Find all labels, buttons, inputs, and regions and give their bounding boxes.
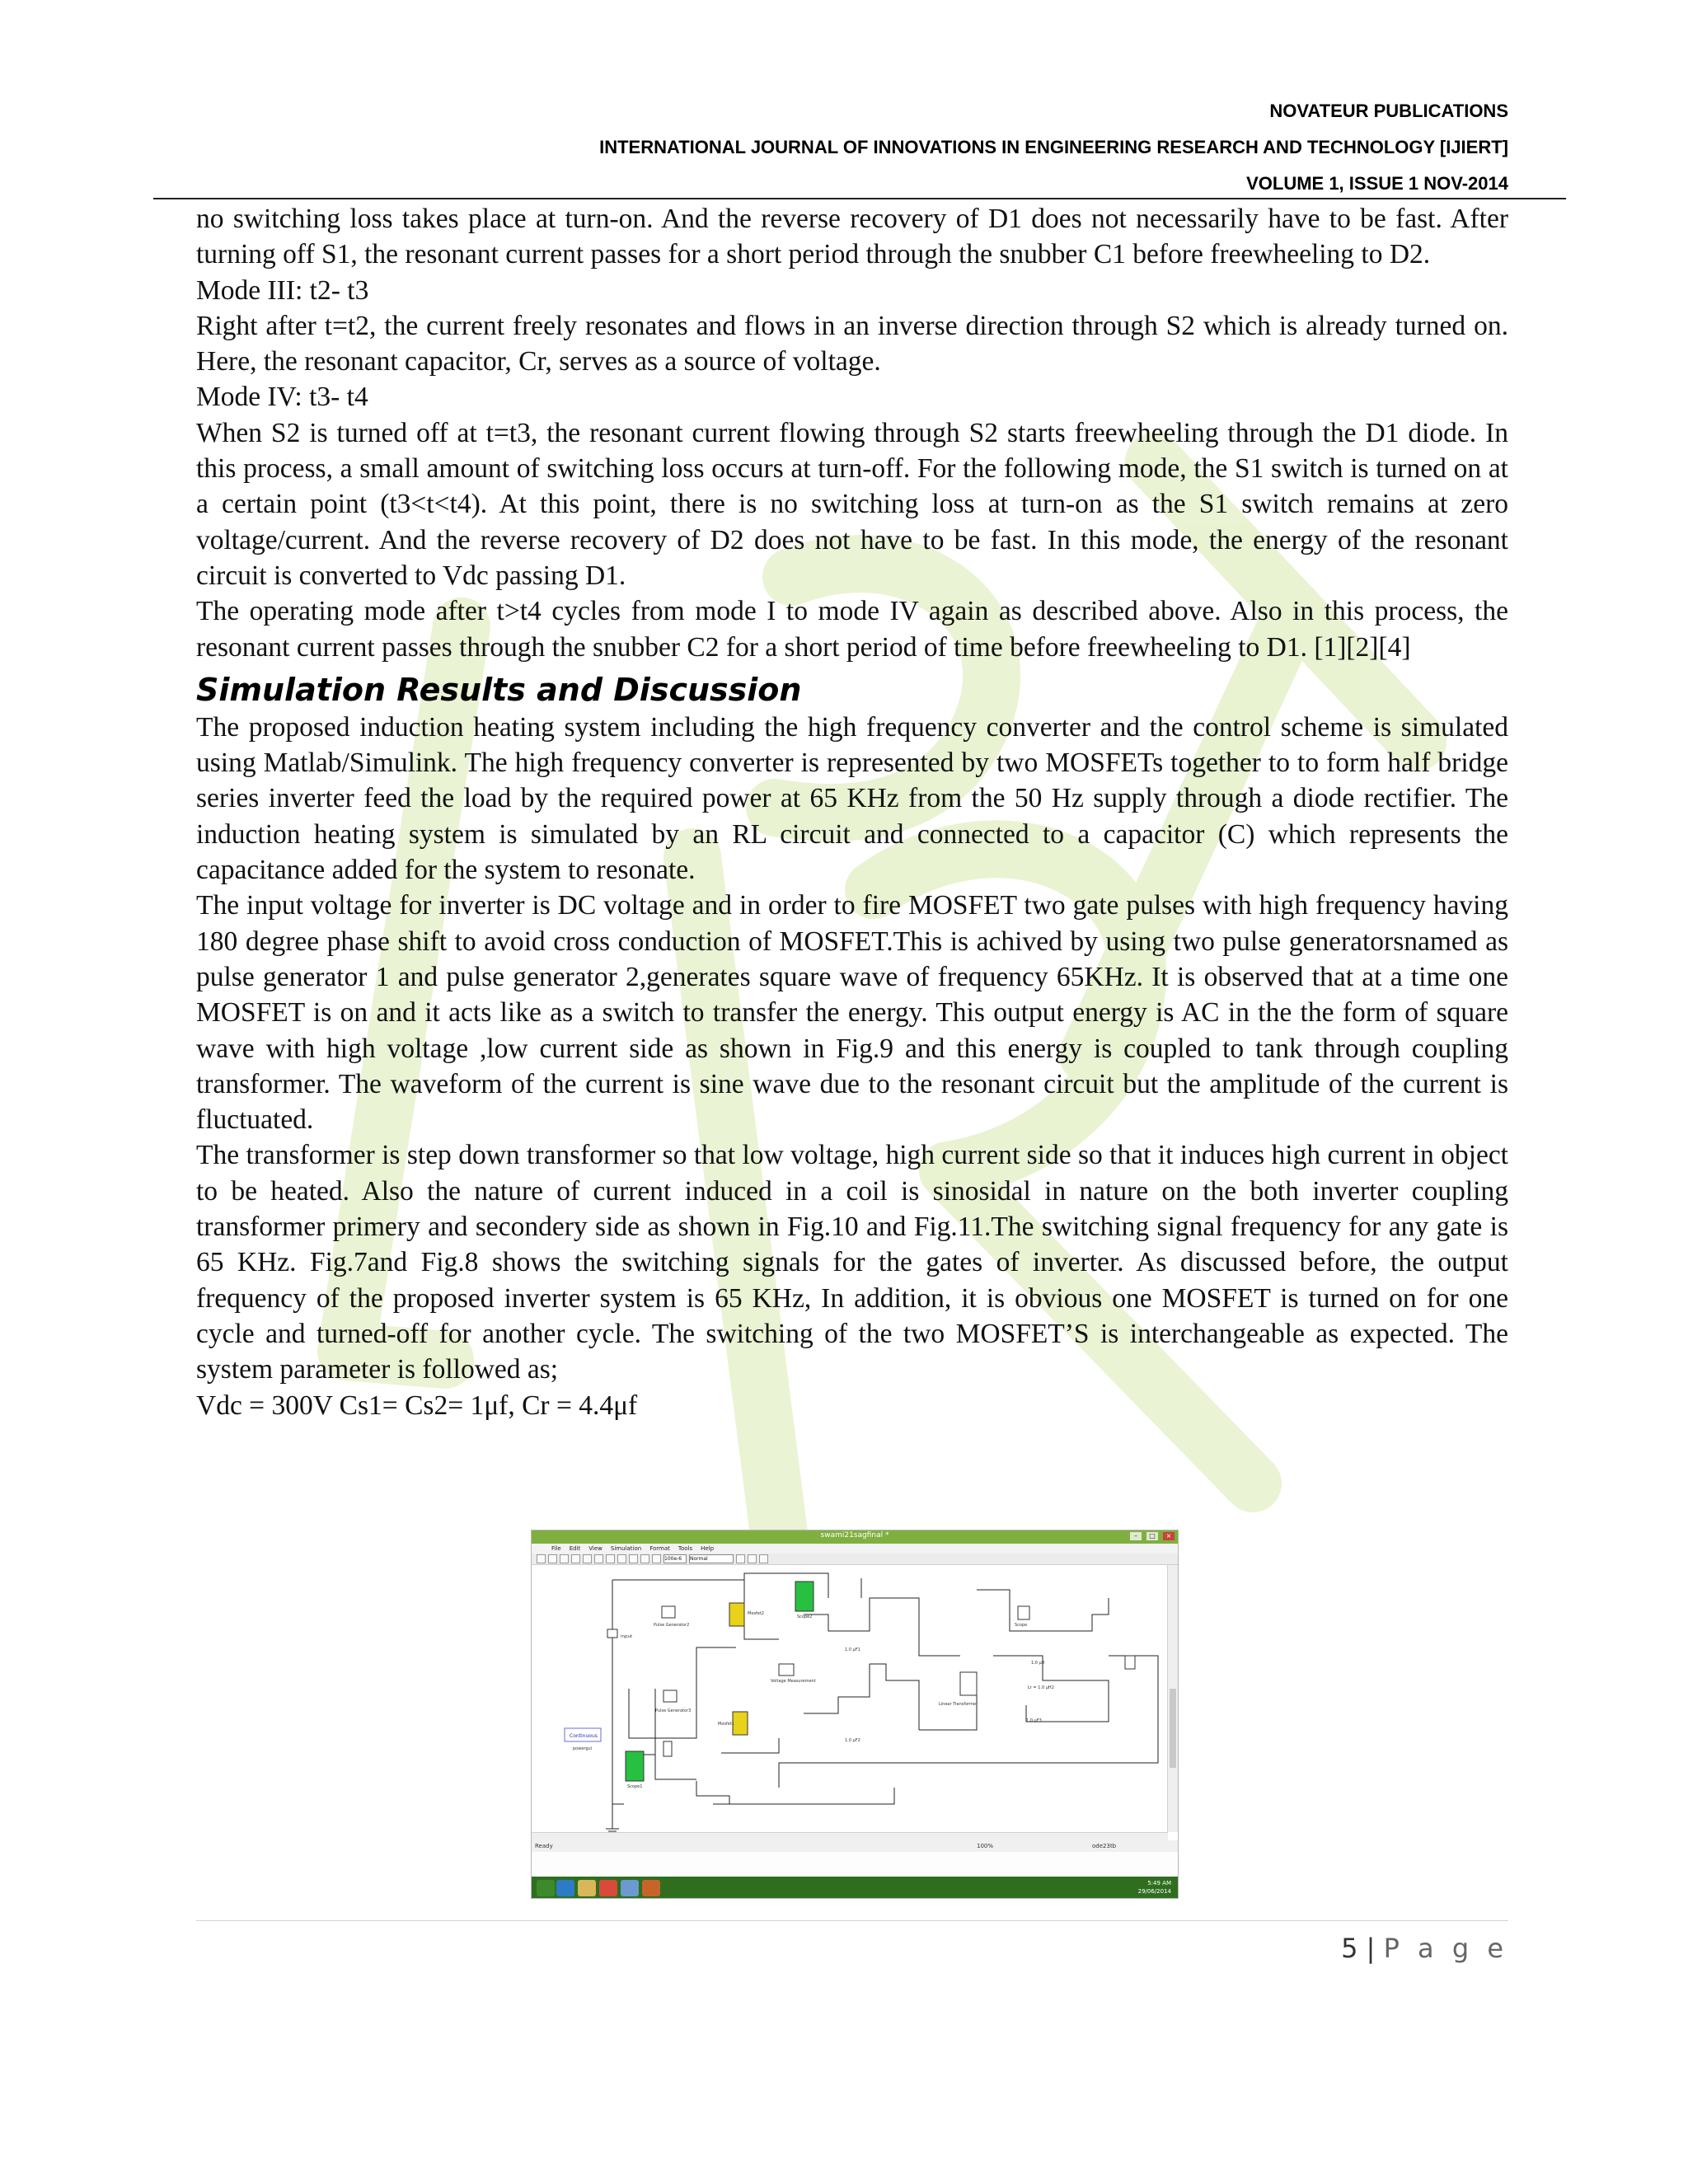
play-icon[interactable] (640, 1554, 649, 1563)
input-label: input (621, 1634, 633, 1639)
powergui-label: powergui (573, 1746, 593, 1751)
page-word: P a g e (1383, 1933, 1508, 1964)
paragraph: The transformer is step down transformer so that low voltage, high current side so that it induces high current in object to be heated. Also the nature of current induced in a coil is sinosidal in nature on the both inverter coupling transformer primery and secondery side as shown in Fig.10 and Fig.11.The switching signal frequency for any gate is 65 KHz. Fig.7and Fig.8 shows the switching signals for the gates of inverter. As discussed before, the output frequency of the proposed inverter system is 65 KHz, In addition, it is obvious one MOSFET is turned on for one cycle and turned-off for another cycle. The switching of the two MOSFET’S is interchangeable as expected. The system parameter is followed as; (196, 1140, 1508, 1385)
explorer-icon[interactable] (578, 1880, 596, 1896)
mode-heading: Mode III: t2- t3 (196, 274, 369, 306)
scope-1-block[interactable] (626, 1751, 644, 1781)
paragraph: Right after t=t2, the current freely resonates and flows in an inverse direction through S2 which is already turned on. Here, the resonant capacitor, Cr, serves as a source of voltage. (196, 310, 1508, 377)
pulse-generator-2-block[interactable] (662, 1606, 675, 1618)
pulse-generator-3-block[interactable] (663, 1690, 677, 1702)
menu-view[interactable]: View (588, 1545, 603, 1552)
menu-format[interactable]: Format (649, 1545, 670, 1552)
footer-rule (196, 1920, 1508, 1921)
mosfet-1-label: Mosfet1 (718, 1722, 734, 1727)
paragraph: The proposed induction heating system including the high frequency converter and the control scheme is simulated using Matlab/Simulink. The high frequency converter is represented by two MOSFETs together to to form half bridge series inverter feed the load by the required power at 65 KHz from the 50 Hz supply through a diode rectifier. The induction heating system is simulated by an RL circuit and connected to a capacitor (C) which represents the capacitance added for the system to resonate. (196, 711, 1508, 886)
current-measurement-block[interactable] (1125, 1656, 1135, 1669)
menu-edit[interactable]: Edit (569, 1545, 581, 1552)
menu-file[interactable]: File (551, 1545, 561, 1552)
redo-icon[interactable] (629, 1554, 638, 1563)
taskbar-clock (1138, 1879, 1171, 1896)
diode-block[interactable] (663, 1741, 672, 1756)
pulse-generator-2-label: Pulse Generator2 (654, 1623, 690, 1628)
scope-2-block[interactable] (795, 1582, 814, 1611)
ie-icon[interactable] (556, 1880, 574, 1896)
page-number: 5 (1341, 1933, 1358, 1964)
publisher-header: NOVATEUR PUBLICATIONS (1269, 101, 1508, 121)
article-body (196, 201, 1508, 1423)
pulse-generator-3-label: Pulse Generator3 (655, 1708, 692, 1713)
voltage-measurement-label: Voltage Measurement (771, 1679, 816, 1684)
model-explorer-icon[interactable] (748, 1554, 757, 1563)
open-icon[interactable] (548, 1554, 557, 1563)
maximize-icon[interactable]: □ (1146, 1532, 1158, 1540)
stop-time-field[interactable]: 100e-6 (663, 1554, 687, 1563)
simulink-screenshot-figure (531, 1530, 1179, 1899)
menu-bar (532, 1544, 1178, 1554)
debug-icon[interactable] (759, 1554, 768, 1563)
cut-icon[interactable] (583, 1554, 592, 1563)
footer-separator: | (1366, 1933, 1376, 1964)
section-title: Simulation Results and Discussion (196, 671, 802, 708)
clock-date: 29/06/2014 (1137, 1888, 1171, 1895)
paragraph: The input voltage for inverter is DC voltage and in order to fire MOSFET two gate pulses with high frequency having 180 degree phase shift to avoid cross conduction of MOSFET.This is achived by using two pulse generatorsnamed as pulse generator 1 and pulse generator 2,generates square wave of frequency 65KHz. It is observed that at a time one MOSFET is on and it acts like as a switch to transfer the energy. This output energy is AC in the the form of square wave with high voltage ,low current side as shown in Fig.9 and this energy is coupled to tank through coupling transformer. The waveform of the current is sine wave due to the resonant circuit but the amplitude of the current is fluctuated. (196, 890, 1508, 1136)
paragraph: The operating mode after t>t4 cycles from mode I to mode IV again as described above. Also in this process, the resonant current passes through the snubber C2 for a short period of time before freewheeling to D1. [1][2][4] (196, 596, 1508, 663)
scope-label: Scope (1015, 1623, 1028, 1628)
scope-2-label: Scope2 (797, 1615, 813, 1619)
journal-header: INTERNATIONAL JOURNAL OF INNOVATIONS IN ENGINEERING RESEARCH AND TECHNOLOGY [IJIERT] (599, 137, 1508, 157)
mosfet-1-block[interactable] (733, 1712, 748, 1735)
paste-icon[interactable] (606, 1554, 615, 1563)
chrome-icon[interactable] (599, 1880, 617, 1896)
undo-icon[interactable] (617, 1554, 626, 1563)
print-icon[interactable] (571, 1554, 580, 1563)
model-canvas[interactable] (532, 1565, 1168, 1832)
scope-block[interactable] (1018, 1606, 1029, 1619)
status-bar (532, 1840, 1178, 1852)
menu-tools[interactable]: Tools (678, 1545, 693, 1552)
inductor-label: 1.0 μH (1031, 1661, 1045, 1666)
linear-transformer-label: Linear Transformer (939, 1702, 978, 1707)
matlab-icon[interactable] (642, 1880, 660, 1896)
mosfet-2-block[interactable] (729, 1603, 744, 1626)
c1-label: 1.0 μF1 (845, 1647, 860, 1652)
linear-transformer-block[interactable] (960, 1672, 977, 1695)
paragraph: When S2 is turned off at t=t3, the resonant current flowing through S2 starts freewheeling through the D1 diode. In this process, a small amount of switching loss occurs at turn-off. For the following mode, the S1 switch is turned on at a certain point (t3<t<t4). At this point, there is no switching loss at turn-on as the S1 switch remains at zero voltage/current. And the reverse recovery of D2 does not have to be fast. In this mode, the energy of the resonant circuit is converted to Vdc passing D1. (196, 417, 1508, 591)
page-footer (1341, 1933, 1508, 1964)
menu-help[interactable]: Help (701, 1545, 715, 1552)
mode-heading: Mode IV: t3- t4 (196, 382, 368, 413)
scope-1-label: Scope1 (627, 1784, 643, 1789)
status-solver: ode23tb (1092, 1843, 1117, 1849)
clock-time: 5:49 AM (1147, 1880, 1171, 1886)
copy-icon[interactable] (594, 1554, 603, 1563)
system-parameters: Vdc = 300V Cs1= Cs2= 1μf, Cr = 4.4μf (196, 1390, 638, 1421)
volume-header: VOLUME 1, ISSUE 1 NOV-2014 (1246, 173, 1508, 194)
start-button-icon[interactable] (537, 1880, 555, 1896)
toolbar (532, 1554, 1178, 1565)
window-title: swami21sagfinal * (820, 1531, 889, 1540)
vertical-scrollbar[interactable] (1167, 1565, 1178, 1832)
close-icon[interactable]: × (1163, 1532, 1175, 1540)
save-icon[interactable] (560, 1554, 569, 1563)
stop-icon[interactable] (652, 1554, 661, 1563)
c2-label: 1.0 μF2 (845, 1738, 860, 1743)
mosfet-2-label: Mosfet2 (748, 1611, 764, 1616)
window-titlebar (532, 1530, 1178, 1544)
minimize-icon[interactable]: – (1130, 1532, 1142, 1540)
status-zoom: 100% (977, 1843, 994, 1849)
resistor-label: Lr = 1.0 μH2 (1028, 1685, 1054, 1690)
sim-mode-select[interactable]: Normal (689, 1554, 734, 1563)
new-icon[interactable] (537, 1554, 546, 1563)
powergui-text: Continuous (570, 1733, 598, 1739)
cr-label: 1.0 μF3 (1026, 1718, 1042, 1723)
header-rule (153, 198, 1566, 199)
status-ready: Ready (535, 1843, 553, 1849)
menu-simulation[interactable]: Simulation (610, 1545, 642, 1552)
windows-taskbar (532, 1877, 1178, 1899)
circuit-diagram (532, 1565, 1168, 1832)
app-icon[interactable] (621, 1880, 639, 1896)
library-icon[interactable] (736, 1554, 745, 1563)
paragraph: no switching loss takes place at turn-on. And the reverse recovery of D1 does not necessarily have to be fast. After turning off S1, the resonant current passes for a short period through the snubber C1 before freewheeling to D2. (196, 204, 1508, 270)
voltage-measurement-block[interactable] (779, 1664, 794, 1675)
input-block[interactable] (607, 1629, 617, 1638)
